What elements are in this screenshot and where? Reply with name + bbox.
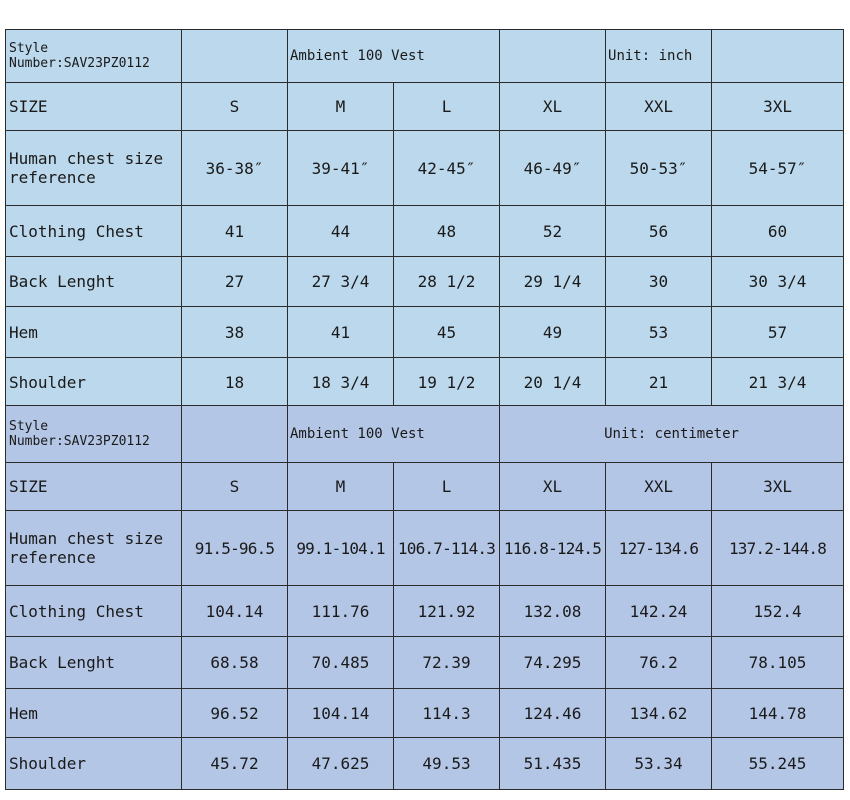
table-cell: 116.8-124.5 — [500, 511, 606, 586]
table-row — [6, 30, 844, 83]
size-s: S — [182, 463, 288, 511]
table-cell: 70.485 — [288, 637, 394, 689]
table-cell: 124.46 — [500, 689, 606, 738]
table-cell: 111.76 — [288, 586, 394, 637]
table-row — [6, 738, 844, 790]
row-label: Back Lenght — [6, 257, 182, 307]
size-xxl: XXL — [606, 83, 712, 131]
size-header: SIZE — [6, 463, 182, 511]
style-number-cell — [6, 406, 182, 463]
table-cell: 21 3/4 — [712, 358, 844, 407]
table-cell: 21 — [606, 358, 712, 407]
table-cell: 53 — [606, 307, 712, 358]
table-row — [6, 637, 844, 689]
table-cell: 50-53″ — [606, 131, 712, 206]
table-cell: 137.2-144.8 — [712, 511, 844, 586]
table-cell: 28 1/2 — [394, 257, 500, 307]
size-3xl: 3XL — [712, 463, 844, 511]
product-name: Ambient 100 Vest — [288, 30, 500, 83]
table-cell: 54-57″ — [712, 131, 844, 206]
table-cell: 72.39 — [394, 637, 500, 689]
table-cell: 49 — [500, 307, 606, 358]
table-cell: 46-49″ — [500, 131, 606, 206]
table-cell: 45 — [394, 307, 500, 358]
empty-cell — [182, 406, 288, 463]
row-label: Shoulder — [6, 738, 182, 790]
table-cell: 74.295 — [500, 637, 606, 689]
table-cell: 104.14 — [288, 689, 394, 738]
size-header: SIZE — [6, 83, 182, 131]
table-cell: 121.92 — [394, 586, 500, 637]
table-cell: 78.105 — [712, 637, 844, 689]
empty-cell — [500, 30, 606, 83]
table-cell: 49.53 — [394, 738, 500, 790]
row-label: Human chest size reference — [6, 131, 182, 206]
table-cell: 99.1-104.1 — [288, 511, 394, 586]
row-label: Hem — [6, 307, 182, 358]
table-cell: 51.435 — [500, 738, 606, 790]
table-cell: 41 — [182, 206, 288, 257]
table-row — [6, 206, 844, 257]
table-row — [6, 257, 844, 307]
table-row — [6, 358, 844, 407]
table-cell: 132.08 — [500, 586, 606, 637]
row-label: Human chest size reference — [6, 511, 182, 586]
table-cell: 42-45″ — [394, 131, 500, 206]
table-cell: 96.52 — [182, 689, 288, 738]
table-cell: 20 1/4 — [500, 358, 606, 407]
size-xl: XL — [500, 463, 606, 511]
table-cell: 106.7-114.3 — [394, 511, 500, 586]
table-cell: 27 — [182, 257, 288, 307]
table-cell: 60 — [712, 206, 844, 257]
table-cell: 47.625 — [288, 738, 394, 790]
table-row — [6, 406, 844, 463]
table-cell: 104.14 — [182, 586, 288, 637]
size-l: L — [394, 83, 500, 131]
table-cell: 45.72 — [182, 738, 288, 790]
size-l: L — [394, 463, 500, 511]
table-cell: 91.5-96.5 — [182, 511, 288, 586]
centimeter-size-table — [5, 405, 844, 790]
table-cell: 41 — [288, 307, 394, 358]
table-cell: 38 — [182, 307, 288, 358]
table-cell: 114.3 — [394, 689, 500, 738]
table-row — [6, 83, 844, 131]
table-cell: 27 3/4 — [288, 257, 394, 307]
style-number-cell — [6, 30, 182, 83]
row-label: Shoulder — [6, 358, 182, 407]
table-cell: 134.62 — [606, 689, 712, 738]
table-cell: 144.78 — [712, 689, 844, 738]
table-cell: 30 — [606, 257, 712, 307]
table-cell: 55.245 — [712, 738, 844, 790]
table-row — [6, 131, 844, 206]
table-row — [6, 463, 844, 511]
table-cell: 68.58 — [182, 637, 288, 689]
table-row — [6, 689, 844, 738]
row-label: Clothing Chest — [6, 206, 182, 257]
unit-label: Unit: inch — [606, 30, 712, 83]
inch-size-table — [5, 29, 844, 407]
table-cell: 57 — [712, 307, 844, 358]
size-xxl: XXL — [606, 463, 712, 511]
table-cell: 44 — [288, 206, 394, 257]
table-cell: 53.34 — [606, 738, 712, 790]
product-name: Ambient 100 Vest — [288, 406, 500, 463]
table-cell: 76.2 — [606, 637, 712, 689]
table-cell: 30 3/4 — [712, 257, 844, 307]
empty-cell — [182, 30, 288, 83]
table-cell: 56 — [606, 206, 712, 257]
style-number: Style Number:SAV23PZ0112 — [9, 419, 150, 449]
table-cell: 29 1/4 — [500, 257, 606, 307]
table-row — [6, 586, 844, 637]
table-row — [6, 511, 844, 586]
size-m: M — [288, 463, 394, 511]
table-row — [6, 307, 844, 358]
table-cell: 48 — [394, 206, 500, 257]
unit-label: Unit: centimeter — [500, 406, 844, 463]
table-cell: 18 — [182, 358, 288, 407]
size-3xl: 3XL — [712, 83, 844, 131]
table-cell: 142.24 — [606, 586, 712, 637]
table-cell: 52 — [500, 206, 606, 257]
table-cell: 19 1/2 — [394, 358, 500, 407]
empty-cell — [712, 30, 844, 83]
size-m: M — [288, 83, 394, 131]
table-cell: 36-38″ — [182, 131, 288, 206]
size-s: S — [182, 83, 288, 131]
table-cell: 39-41″ — [288, 131, 394, 206]
row-label: Back Lenght — [6, 637, 182, 689]
row-label: Hem — [6, 689, 182, 738]
table-cell: 152.4 — [712, 586, 844, 637]
table-cell: 18 3/4 — [288, 358, 394, 407]
style-number: Style Number:SAV23PZ0112 — [9, 41, 150, 71]
table-cell: 127-134.6 — [606, 511, 712, 586]
size-xl: XL — [500, 83, 606, 131]
row-label: Clothing Chest — [6, 586, 182, 637]
